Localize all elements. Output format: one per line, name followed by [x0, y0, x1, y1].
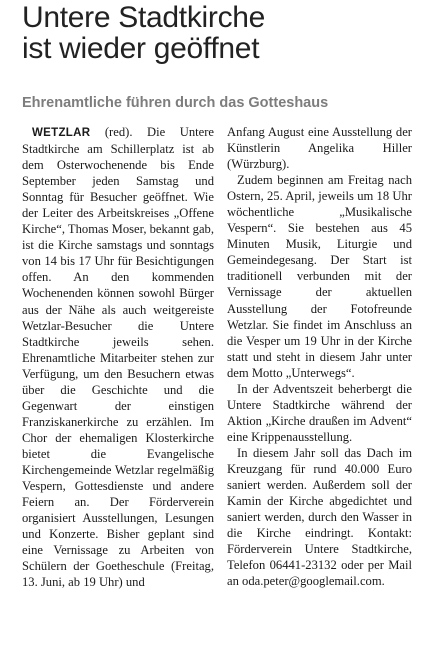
article-headline: [22, 2, 265, 64]
article-paragraph-2: Zudem beginnen am Freitag nach Ostern, 25. April, jeweils um 18 Uhr wöchentliche „Musikalische Vespern“. Sie bestehen aus 45 Minuten Musik, Liturgie und Gemeindegesang. Der Start ist traditionell verbunden mit der Vernissage der aktuellen Ausstellung der Fotofreunde Wetzlar. Sie findet im Anschluss an die Vesper um 19 Uhr in der Kirche statt und steht in diesem Jahr unter dem Motto „Unterwegs“.: [227, 173, 412, 380]
article-paragraph-3: In der Adventszeit beherbergt die Untere Stadtkirche während der Aktion „Kirche draußen im Advent“ eine Krippenausstellung.: [227, 381, 412, 444]
dateline: WETZLAR: [32, 127, 91, 139]
article-column-left: [22, 124, 214, 590]
article-subheadline: Ehrenamtliche führen durch das Gotteshaus: [22, 95, 329, 111]
article-paragraph-1: [22, 124, 214, 590]
headline-line-1: Untere Stadtkirche: [22, 1, 266, 34]
paragraph-1-continued-text: Anfang August eine Ausstellung der Künstlerin Angelika Hiller (Würzburg).: [227, 125, 412, 172]
headline-line-2: ist wieder geöffnet: [22, 32, 260, 65]
article-paragraph-4: In diesem Jahr soll das Dach im Kreuzgang für rund 40.000 Euro saniert werden. Außerdem soll der Kamin der Kirche abgedichtet und saniert werden, durch den Wasser in die Kirche eindringt. Kontakt: Förderverein Untere Stadtkirche, Telefon 06441-23132 oder per Mail an oda.peter@googlemail.com.: [227, 445, 412, 589]
article-column-right: [227, 124, 412, 589]
paragraph-1-continued: [227, 124, 412, 172]
paragraph-1-text: (red). Die Untere Stadtkirche am Schillerplatz ist ab dem Osterwochenende bis Ende September jeden Samstag und Sonntag für Besucher geöffnet. Wie der Leiter des Arbeitskreises „Offene Kirche“, Thomas Moser, bekannt gab, ist die Kirche samstags und sonntags von 14 bis 17 Uhr für Besichtigungen offen. An den kommenden Wochenenden können sowohl Bürger aus der Nähe als auch weitgereiste Wetzlar-Besucher die Untere Stadtkirche jeweils sehen. Ehrenamtliche Mitarbeiter stehen zur Verfügung, um den Besuchern etwas über die Geschichte und die Gegenwart der einstigen Franziskanerkirche zu erzählen. Im Chor der ehemaligen Klosterkirche bietet die Evangelische Kirchengemeinde Wetzlar regelmäßig Vespern, Gottesdienste und andere Feiern an. Der Förderverein organisiert Ausstellungen, Lesungen und Konzerte. Bisher geplant sind eine Vernissage zu Arbeiten von Schülern der Goetheschule (Freitag, 13. Juni, ab 19 Uhr) und: [22, 125, 214, 590]
